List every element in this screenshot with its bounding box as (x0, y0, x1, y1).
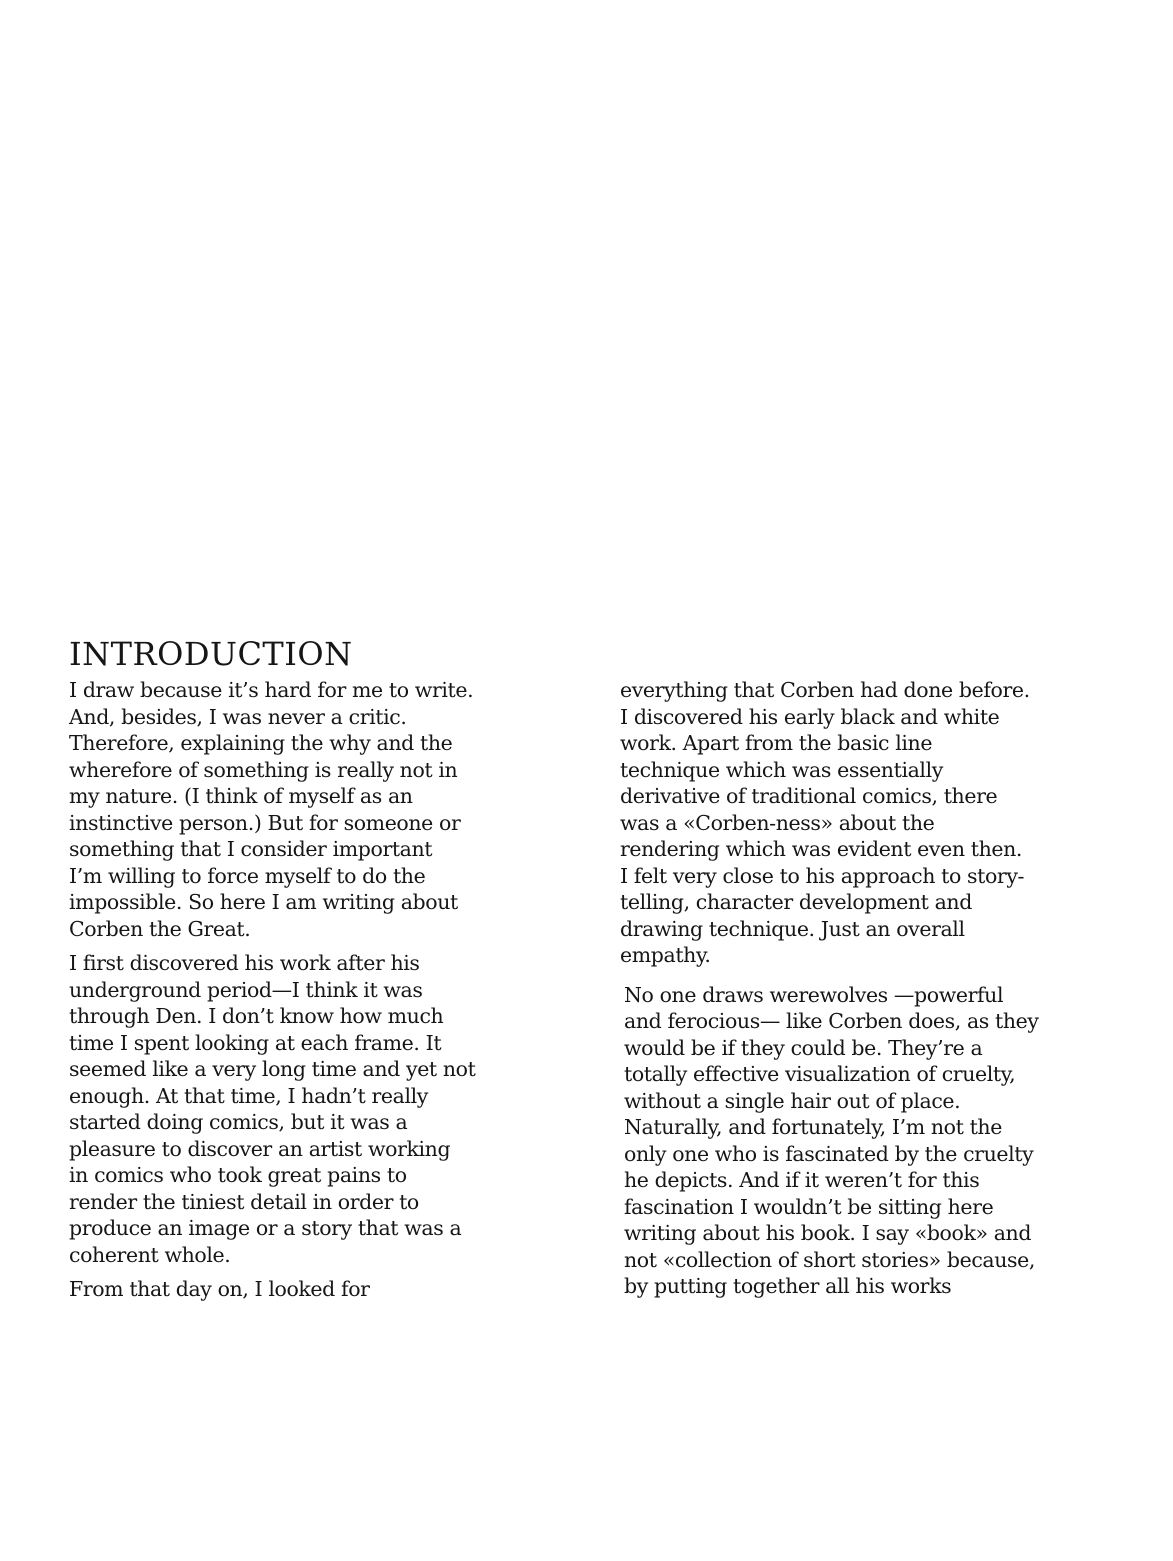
text-line: I’m willing to force myself to do the (69, 863, 426, 888)
text-line: Corben the Great. (69, 916, 251, 941)
text-line: my nature. (I think of myself as an (69, 784, 413, 808)
text-line: drawing technique. Just an overall (620, 916, 965, 941)
text-line: by putting together all his works (624, 1274, 952, 1298)
paragraph (69, 950, 475, 1268)
text-line: From that day on, I looked for (69, 1277, 370, 1301)
text-line: work. Apart from the basic line (620, 731, 933, 755)
left-column (69, 677, 475, 1303)
text-line: produce an image or a story that was a (69, 1216, 462, 1240)
text-line: through Den. I don’t know how much (69, 1004, 444, 1028)
text-line: underground period—I think it was (69, 977, 423, 1002)
text-line: impossible. So here I am writing about (69, 890, 458, 914)
text-line: coherent whole. (69, 1242, 231, 1267)
text-line: I felt very close to his approach to story- (620, 863, 1025, 888)
text-line: rendering which was evident even then. (620, 837, 1023, 861)
text-line: started doing comics, but it was a (69, 1110, 408, 1134)
text-line: without a single hair out of place. (624, 1088, 961, 1113)
paragraph (69, 677, 475, 942)
text-line: telling, character development and (620, 890, 972, 914)
text-line: wherefore of something is really not in (69, 757, 458, 782)
text-line: pleasure to discover an artist working (69, 1136, 451, 1161)
text-line: in comics who took great pains to (69, 1163, 407, 1187)
text-line: technique which was essentially (620, 757, 943, 782)
text-line: Naturally, and fortunately, I’m not the (624, 1115, 1002, 1139)
text-line: would be if they could be. They’re a (624, 1035, 983, 1060)
text-line: Therefore, explaining the why and the (69, 731, 453, 755)
paragraph (69, 1276, 475, 1303)
paragraph (620, 677, 1039, 969)
paragraph (624, 982, 1039, 1300)
text-line: time I spent looking at each frame. It (69, 1030, 442, 1055)
right-column (620, 677, 1039, 1300)
text-line: I first discovered his work after his (69, 951, 420, 975)
text-line: and ferocious— like Corben does, as they (624, 1009, 1039, 1033)
text-line: only one who is fascinated by the cruelty (624, 1141, 1034, 1166)
text-line: derivative of traditional comics, there (620, 784, 998, 808)
text-line: not «collection of short stories» because, (624, 1247, 1036, 1272)
text-line: empathy. (620, 943, 711, 967)
text-line: enough. At that time, I hadn’t really (69, 1083, 428, 1108)
text-line: totally effective visualization of cruelty, (624, 1062, 1016, 1086)
text-line: render the tiniest detail in order to (69, 1189, 419, 1214)
text-line: something that I consider important (69, 837, 433, 861)
page-title: INTRODUCTION (69, 635, 353, 673)
text-line: seemed like a very long time and yet not (69, 1057, 476, 1081)
text-line: writing about his book. I say «book» and (624, 1221, 1032, 1245)
text-line: instinctive person.) But for someone or (69, 810, 461, 835)
text-line: fascination I wouldn’t be sitting here (624, 1194, 994, 1219)
text-line: was a «Corben-ness» about the (620, 810, 935, 835)
text-line: I discovered his early black and white (620, 704, 1000, 729)
text-line: No one draws werewolves —powerful (624, 982, 1004, 1007)
text-line: he depicts. And if it weren’t for this (624, 1168, 980, 1192)
text-line: everything that Corben had done before. (620, 678, 1030, 702)
text-line: I draw because it’s hard for me to write. (69, 678, 474, 702)
text-line: And, besides, I was never a critic. (69, 704, 407, 729)
